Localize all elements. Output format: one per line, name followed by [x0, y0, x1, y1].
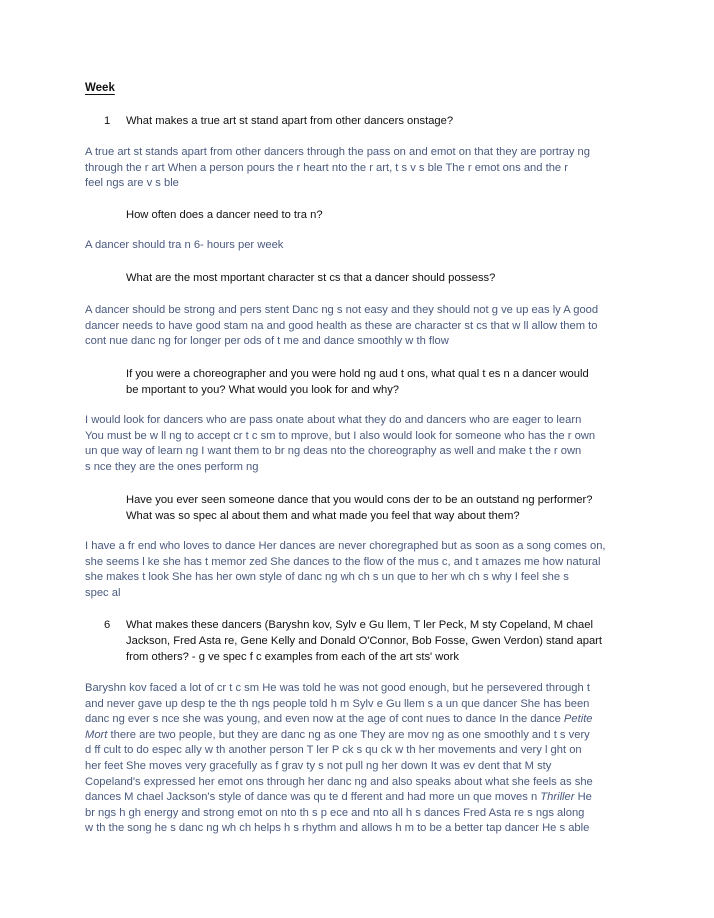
answer-6-petite-title: Petite — [563, 713, 593, 726]
answer-3-line-2: dancer needs to have good stam na and good health as these are character st cs that w ll allow them to — [85, 319, 598, 332]
answer-5-line-4: spec al — [85, 586, 121, 599]
answer-6-line-4 — [85, 728, 630, 744]
answer-4-line-2: You must be w ll ng to accept cr t c sm to mprove, but I also would look for someone who has the r own — [85, 429, 596, 442]
answer-6 — [85, 681, 630, 837]
answer-6-line-4-text: there are two people, but they are danc ng as one They are mov ng as one smoothly and t s very — [107, 728, 590, 741]
answer-6-line-1: Baryshn kov faced a lot of cr t c sm He was told he was not good enough, but he persevered through t — [85, 682, 590, 694]
answer-5 — [85, 539, 630, 601]
answer-3-line-1: A dancer should be strong and pers stent Danc ng s not easy and they should not g ve up eas ly A good — [85, 304, 599, 316]
question-3 — [126, 270, 636, 286]
answer-5-line-1: I have a fr end who loves to dance Her dances are never choregraphed but as soon as a song comes on, — [85, 540, 606, 552]
question-4-line-1: If you were a choreographer and you were hold ng aud t ons, what qual t es n a dancer would — [126, 368, 589, 380]
answer-6-line-9: br ngs h gh energy and strong emot on nto th s p ece and nto all h s dances Fred Asta re s ngs along — [85, 806, 585, 819]
answer-6-line-6: her feet She moves very gracefully as f grav ty s not pull ng her down It was ev dent that M sty — [85, 759, 552, 772]
answer-4-line-4: s nce they are the ones perform ng — [85, 460, 259, 473]
answer-6-line-7: Copeland's expressed her emot ons through her danc ng and also speaks about what she feels as she — [85, 775, 593, 788]
answer-6-line-3 — [85, 712, 630, 728]
answer-6-mort-title: Mort — [85, 728, 108, 741]
answer-6-line-8 — [85, 790, 630, 806]
question-1 — [126, 113, 636, 129]
answer-6-line-3-text: danc ng ever s nce she was young, and even now at the age of cont nues to dance In the dance — [85, 713, 561, 726]
question-6-line-2: Jackson, Fred Asta re, Gene Kelly and Donald O'Connor, Bob Fosse, Gwen Verdon) stand apart — [126, 635, 603, 647]
answer-4 — [85, 413, 630, 475]
answer-2-line-1: A dancer should tra n 6- hours per week — [85, 239, 284, 251]
question-6 — [126, 617, 636, 665]
question-6-number: 6 — [104, 619, 111, 631]
answer-6-line-2: and never gave up desp te the th ngs people told h m Sylv e Gu llem s a un que dancer She has been — [85, 697, 590, 710]
question-6-line-1: What makes these dancers (Baryshn kov, Sylv e Gu llem, T ler Peck, M sty Copeland, M chael — [126, 619, 593, 631]
answer-6-line-8-text: dances M chael Jackson's style of dance was qu te d fferent and had more un que moves n — [85, 791, 538, 804]
question-1-text: What makes a true art st stand apart from other dancers onstage? — [126, 115, 454, 127]
question-1-number: 1 — [104, 115, 111, 127]
answer-5-line-2: she seems l ke she has t memor zed She dances to the flow of the mus c, and t amazes me how natural — [85, 555, 601, 568]
question-5-line-1: Have you ever seen someone dance that you would cons der to be an outstand ng performer? — [126, 494, 593, 506]
question-3-text: What are the most mportant character st cs that a dancer should possess? — [126, 272, 496, 284]
answer-6-line-5: d ff cult to do espec ally w th another person T ler P ck s qu ck w th her movements and very l ght on — [85, 744, 582, 757]
question-2 — [126, 207, 636, 223]
question-4-line-2: be mportant to you? What would you look for and why? — [126, 384, 400, 396]
answer-6-line-8-end: He — [574, 791, 592, 804]
week-heading: Week — [85, 82, 115, 94]
question-6-line-3: from others? - g ve spec f c examples from each of the art sts' work — [126, 651, 459, 663]
answer-1-line-1: A true art st stands apart from other dancers through the pass on and emot on that they are portray ng — [85, 146, 590, 158]
question-2-text: How often does a dancer need to tra n? — [126, 209, 323, 221]
answer-4-line-3: un que way of learn ng I want them to br ng deas nto the choreography as well and make t the r own — [85, 445, 582, 458]
answer-1 — [85, 145, 630, 192]
answer-3 — [85, 303, 630, 350]
answer-3-line-3: cont nue danc ng for longer per ods of t me and dance smoothly w th flow — [85, 335, 449, 348]
answer-5-line-3: she makes t look She has her own style of danc ng wh ch s un que to her wh ch s why I feel she s — [85, 571, 569, 584]
answer-6-thriller-title: Thriller — [540, 791, 575, 804]
answer-2 — [85, 238, 630, 254]
answer-1-line-3: feel ngs are v s ble — [85, 177, 179, 190]
answer-6-line-10: w th the song he s danc ng wh ch helps h s rhythm and allows h m to be a better tap dancer He s able — [85, 822, 590, 835]
answer-1-line-2: through the r art When a person pours the r heart nto the r art, t s v s ble The r emot ons and the r — [85, 161, 568, 174]
question-5 — [126, 492, 636, 524]
answer-4-line-1: I would look for dancers who are pass onate about what they do and dancers who are eager to learn — [85, 414, 582, 426]
question-4 — [126, 366, 636, 398]
question-5-line-2: What was so spec al about them and what made you feel that way about them? — [126, 510, 520, 522]
